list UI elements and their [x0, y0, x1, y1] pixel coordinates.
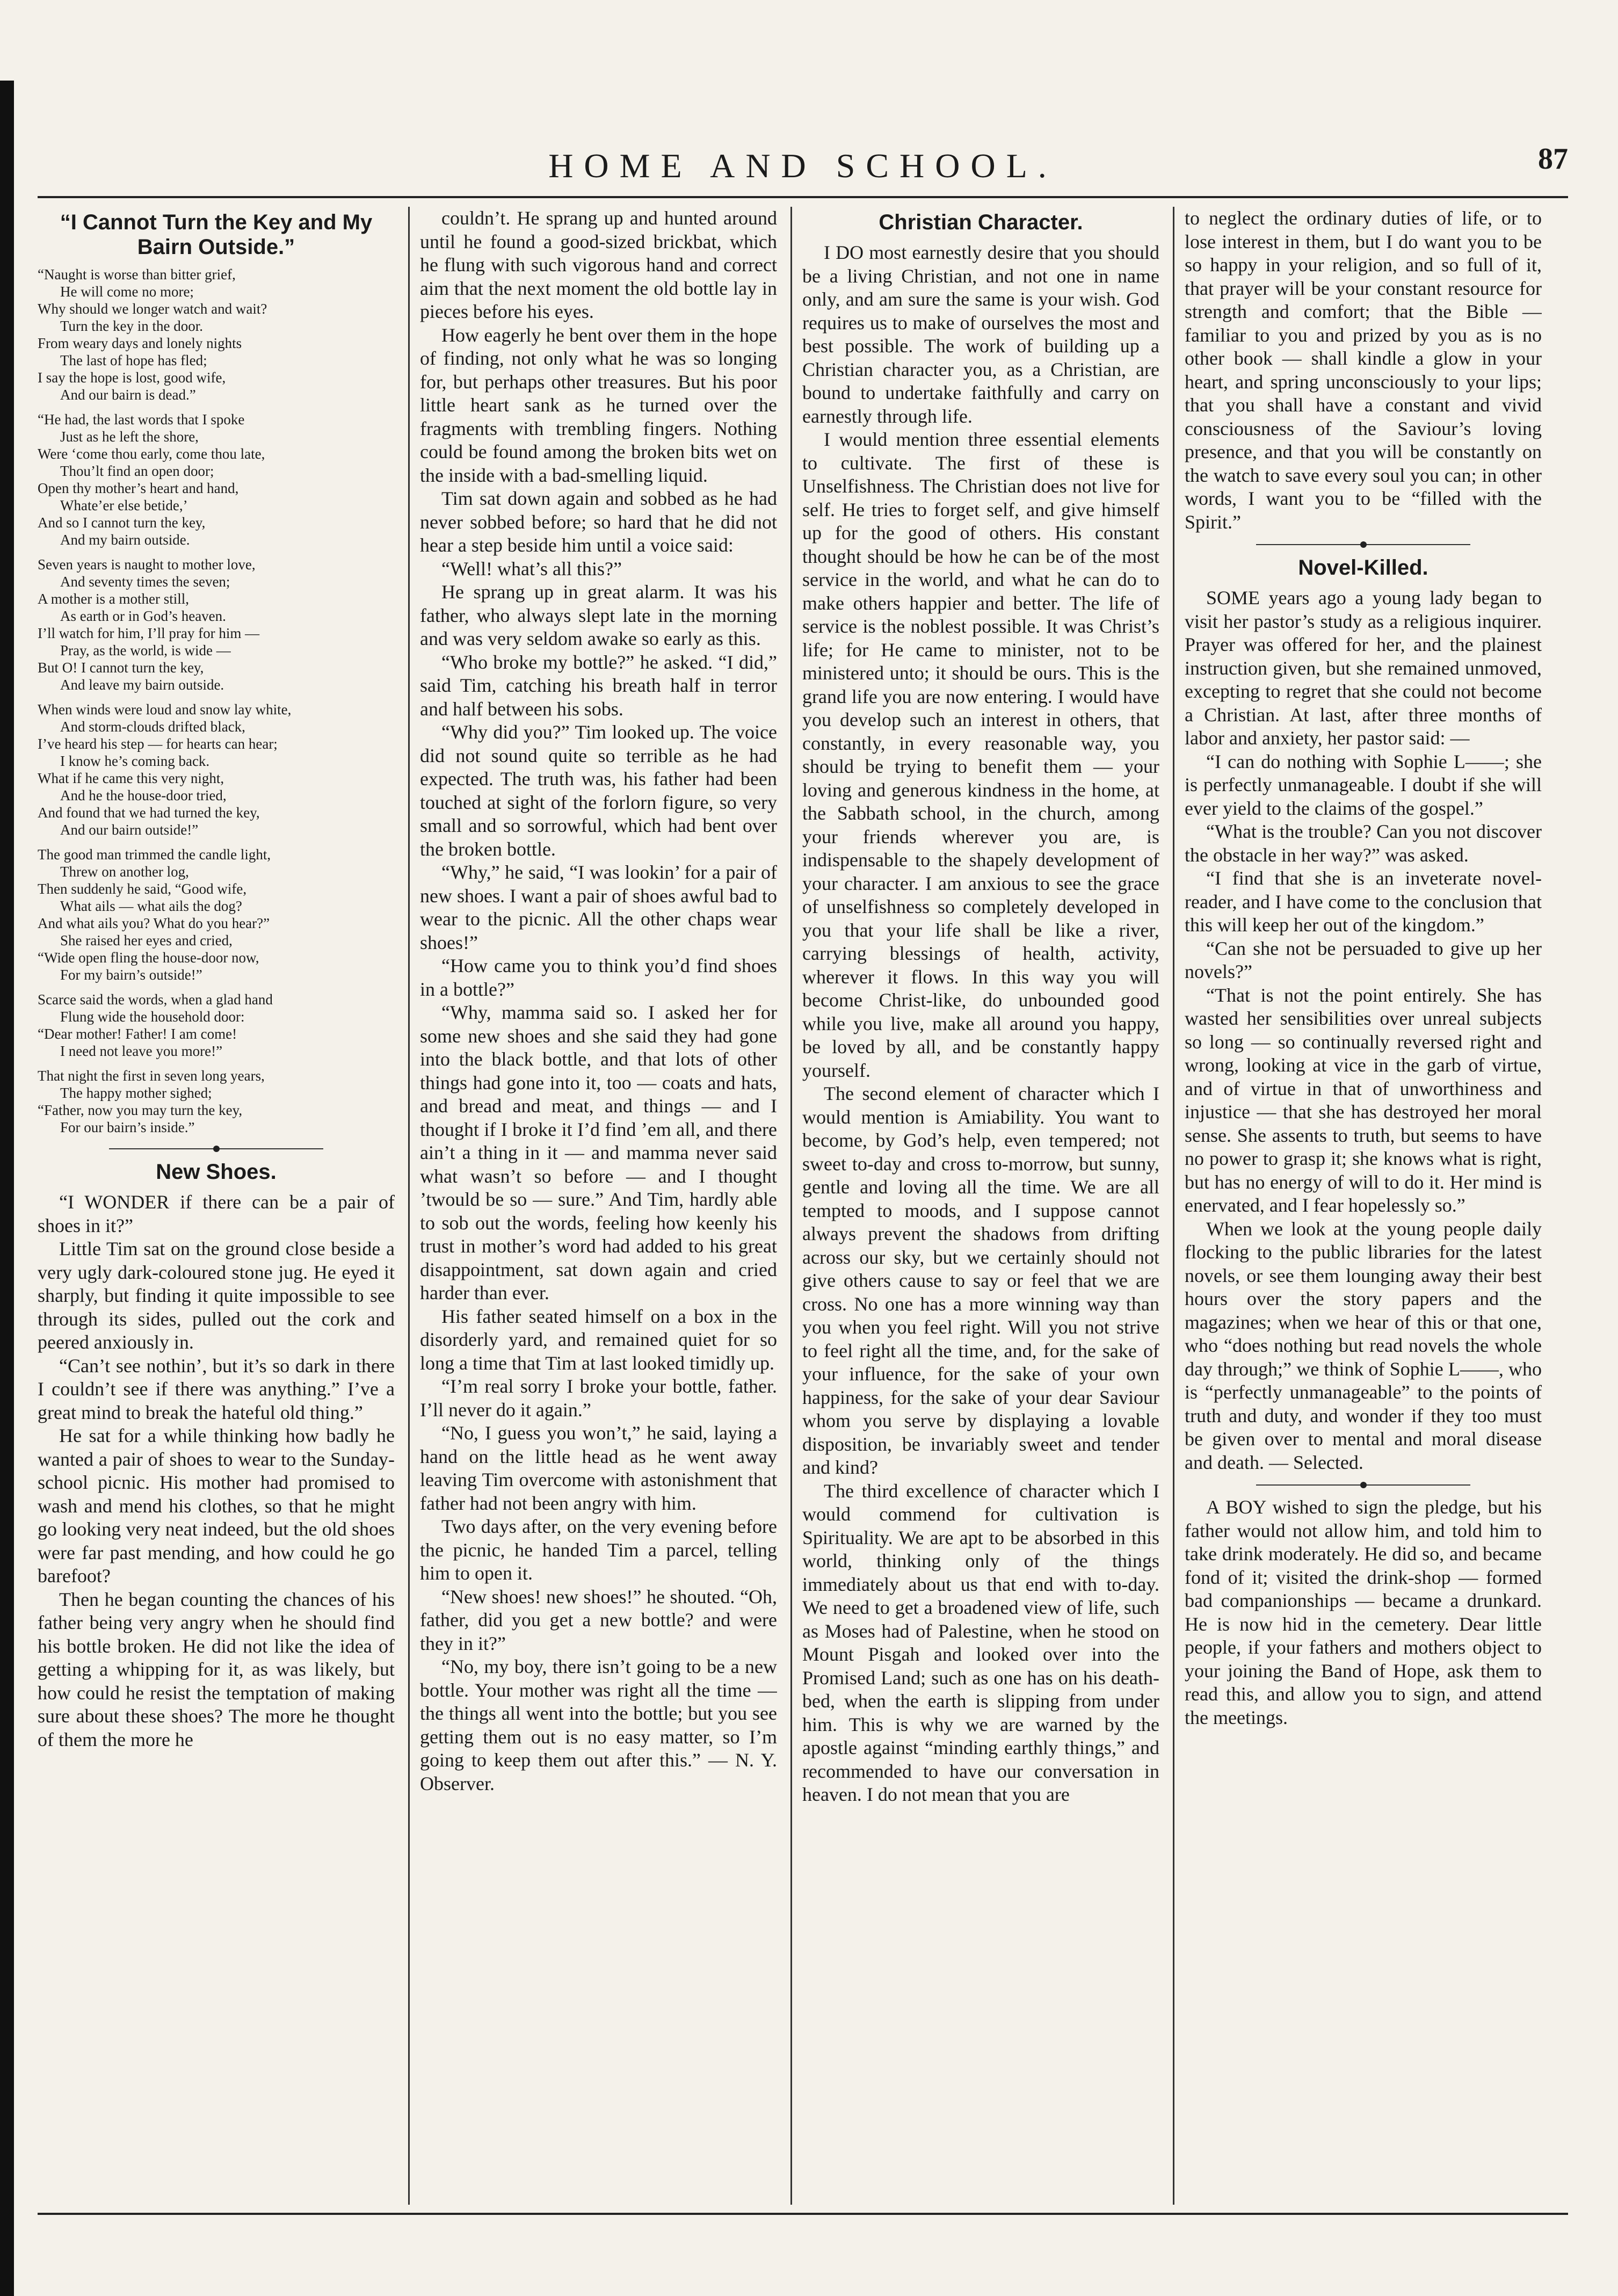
poem-line: What ails — what ails the dog? — [60, 898, 242, 914]
poem-line: She raised her eyes and cried, — [60, 932, 233, 948]
poem-line: Whate’er else betide,’ — [60, 497, 188, 513]
poem-line: But O! I cannot turn the key, — [38, 660, 204, 676]
column-divider — [1173, 207, 1174, 2205]
new-shoes-continued — [420, 207, 777, 1795]
column-4 — [1185, 207, 1542, 2205]
scan-binding-edge — [0, 81, 14, 2296]
paragraph: He sprang up in great alarm. It was his father, who always slept late in the morning and was very seldom awake so early as this. — [420, 581, 777, 649]
poem-line: And he the house-door tried, — [60, 787, 227, 803]
poem-line: And storm-clouds drifted black, — [60, 719, 245, 735]
poem-line: The happy mother sighed; — [60, 1085, 212, 1101]
poem-line: I’ve heard his step — for hearts can hear; — [38, 736, 278, 752]
poem-line: “Naught is worse than bitter grief, — [38, 266, 236, 283]
poem-line: And what ails you? What do you hear?” — [38, 915, 270, 931]
paragraph: “Why,” he said, “I was lookin’ for a pair of new shoes. I want a pair of shoes awful bad to wear to the picnic. All the other chaps wear shoes!” — [420, 861, 777, 953]
poem-line: Thou’lt find an open door; — [60, 463, 214, 479]
paragraph: “Well! what’s all this?” — [441, 557, 622, 580]
poem-line: Flung wide the household door: — [60, 1009, 245, 1025]
publication-title: HOME AND SCHOOL. — [548, 147, 1057, 185]
column-2 — [420, 207, 777, 2205]
poem-line: The last of hope has fled; — [60, 352, 207, 368]
poem-line: Open thy mother’s heart and hand, — [38, 480, 239, 496]
poem-stanza — [38, 991, 395, 1060]
paragraph: I DO most earnestly desire that you should be a living Christian, and not one in name only, and am sure the same is your wish. God requires us to make of ourselves the most and best possible. The work of building up a Christian character you, as a Christian, are bound to undertake faithfully and carry on earnestly through life. — [802, 242, 1159, 427]
poem-line: And our bairn is dead.” — [60, 387, 196, 403]
poem-stanza — [38, 411, 395, 548]
new-shoes-article — [38, 1191, 395, 1751]
poem-line: I need not leave you more!” — [60, 1043, 223, 1059]
poem-line: I’ll watch for him, I’ll pray for him — — [38, 625, 260, 641]
new-shoes-title: New Shoes. — [156, 1160, 277, 1184]
paragraph: His father seated himself on a box in the disorderly yard, and remained quiet for so long a time that Tim at last looked timidly up. — [420, 1305, 777, 1374]
paragraph: The third excellence of character which I would commend for cultivation is Spirituality. We are apt to be absorbed in this world, thinking only of the things immediately about us that end with to-day. We need to get a broadened view of life, such as Moses had of Palestine, when he stood on Mount Pisgah and looked over into the Promised Land; such as one has on his death-bed, when the earth is slipping from under him. This is why we are warned by the apostle against “minding earthly things,” and recommended to have our conversation in heaven. I do not mean that you are — [802, 1480, 1159, 1805]
paragraph: The second element of character which I would mention is Amiability. You want to become, by God’s help, even tempered; not sweet to-day and cross to-morrow, but sunny, gentle and loving all the time. We are all tempted to moods, and I suppose cannot always prevent the shadows from drifting across our sky, but we certainly should not give others cause to say or feel that we are cross. No one has a more winning way than you when you feel right. Will you not strive to feel right all the time, and, for the sake of your influence, for the sake of your own happiness, for the sake of your dear Saviour whom you serve by displaying a lovable disposition, be invariably sweet and tender and kind? — [802, 1083, 1159, 1478]
column-divider — [790, 207, 792, 2205]
paragraph: Tim sat down again and sobbed as he had never sobbed before; so hard that he did not hear a step beside him until a voice said: — [420, 488, 777, 556]
poem-line: From weary days and lonely nights — [38, 335, 242, 351]
poem-stanza — [38, 1067, 395, 1136]
poem-stanza — [38, 846, 395, 983]
poem-line: He will come no more; — [60, 284, 194, 300]
separator — [38, 1143, 395, 1154]
paragraph: Two days after, on the very evening before the picnic, he handed Tim a parcel, telling him to open it. — [420, 1516, 777, 1584]
poem-stanza — [38, 701, 395, 838]
poem-line: And leave my bairn outside. — [60, 677, 224, 693]
paragraph: “How came you to think you’d find shoes in a bottle?” — [420, 955, 777, 1000]
poem-line: “Wide open fling the house-door now, — [38, 950, 259, 966]
poem-line: “Dear mother! Father! I am come! — [38, 1026, 237, 1042]
poem-line: What if he came this very night, — [38, 770, 224, 786]
paragraph: “Why did you?” Tim looked up. The voice did not sound quite so terrible as he had expected. The truth was, his father had been touched at sight of the forlorn figure, so very small and so sorrowful, which had bent over the broken bottle. — [420, 721, 777, 860]
paragraph: “Can’t see nothin’, but it’s so dark in there I couldn’t see if there was anything.” I’ve a great mind to break the hateful old thing.” — [38, 1355, 395, 1423]
separator — [1185, 539, 1542, 550]
poem-line: Threw on another log, — [60, 864, 189, 880]
poem-line: And seventy times the seven; — [60, 574, 230, 590]
novel-killed-title: Novel-Killed. — [1298, 556, 1428, 580]
poem-line: I say the hope is lost, good wife, — [38, 370, 226, 386]
paragraph: “What is the trouble? Can you not discover the obstacle in her way?” was asked. — [1185, 821, 1542, 866]
columns — [38, 207, 1568, 2207]
poem-line: A mother is a mother still, — [38, 591, 189, 607]
poem-line: Turn the key in the door. — [60, 318, 203, 334]
poem-line: That night the first in seven long years, — [38, 1068, 265, 1084]
paragraph: “I’m real sorry I broke your bottle, father. I’ll never do it again.” — [420, 1375, 777, 1421]
poem-line: And our bairn outside!” — [60, 822, 199, 838]
page-header — [38, 134, 1568, 199]
poem-line: Seven years is naught to mother love, — [38, 556, 256, 573]
poem — [38, 266, 395, 1136]
pledge-paragraph: A BOY wished to sign the pledge, but his father would not allow him, and told him to take drink moderately. He did so, and became fond of it; visited the drink-shop — formed bad companionships — became a drunkard. He is now hid in the cemetery. Dear little people, if your fathers and mothers object to your joining the Band of Hope, ask them to read this, and allow you to sign, and attend the meetings. — [1185, 1496, 1542, 1728]
poem-line: Just as he left the shore, — [60, 429, 199, 445]
poem-line: And my bairn outside. — [60, 532, 190, 548]
poem-line: When winds were loud and snow lay white, — [38, 701, 292, 718]
christian-character-title: Christian Character. — [879, 211, 1083, 234]
poem-line: And so I cannot turn the key, — [38, 515, 206, 531]
footer-rule — [38, 2213, 1568, 2215]
poem-line: As earth or in God’s heaven. — [60, 608, 226, 624]
poem-line: Pray, as the world, is wide — — [60, 642, 231, 658]
poem-line: The good man trimmed the candle light, — [38, 846, 271, 863]
poem-line: “He had, the last words that I spoke — [38, 411, 245, 428]
paragraph: How eagerly he bent over them in the hope of finding, not only what he was so longing for, but perhaps other treasures. But his poor little heart sank as he turned over the fragments with trembling fingers. Nothing could be found among the broken bits wet on the inside with a bad-smelling liquid. — [420, 324, 777, 486]
novel-killed-article — [1185, 586, 1542, 1474]
separator — [1185, 1480, 1542, 1490]
paragraph: He sat for a while thinking how badly he wanted a pair of shoes to wear to the Sunday-school picnic. His mother had promised to wash and mend his clothes, so that he might go looking very neat indeed, but the old shoes were far past mending, and how could he go barefoot? — [38, 1425, 395, 1587]
poem-line: For my bairn’s outside!” — [60, 967, 202, 983]
paragraph: SOME years ago a young lady began to visit her pastor’s study as a religious inquirer. Prayer was offered for her, and the plainest instruction given, but she remained unmoved, excepting to regret that she could not become a Christian. At last, after three months of labor and anxiety, her pastor said: — — [1185, 587, 1542, 749]
paragraph: “I WONDER if there can be a pair of shoes in it?” — [38, 1191, 395, 1236]
paragraph: “Why, mamma said so. I asked her for some new shoes and she said they had gone into the black bottle, and that lots of other things had gone into it, too — coats and hats, and bread and meat, and things — and I thought if I broke it I’d find ’em all, and there ain’t a thing in it — and mamma never said what wasn’t so before — and I thought ’twould be so — sure.” And Tim, hardly able to sob out the words, feeling how keenly his trust in mother’s word had added to his great disappointment, sat down again and cried harder than ever. — [420, 1002, 777, 1303]
poem-line: For our bairn’s inside.” — [60, 1119, 195, 1135]
poem-stanza — [38, 266, 395, 403]
column-divider — [408, 207, 410, 2205]
poem-line: Why should we longer watch and wait? — [38, 301, 267, 317]
paragraph: I would mention three essential elements to cultivate. The first of these is Unselfishness. The Christian does not live for self. He tries to forget self, and give himself up for the good of others. His constant thought should be how he can be of the most service in the world, and what he can do to make others happier and better. The life of service is the noblest possible. It was Christ’s life; for He came to minister, not to be ministered unto; it should be ours. This is the grand life you are now entering. I would have you develop such an interest in others, that constantly, in every reasonable way, you should be trying to benefit them — your loving and generous kindness in the home, at the Sabbath school, in the church, among your friends wherever you are, is indispensable to the shapely development of your character. I am anxious to see the grace of unselfishness so completely developed in you that your life shall be like a river, carrying blessings of health, activity, wherever it flows. In this way you will become Christ-like, do unbounded good while you live, make all around you happy, be loved by all, and be constantly happy yourself. — [802, 429, 1159, 1081]
paragraph: “Who broke my bottle?” he asked. “I did,” said Tim, catching his breath half in terror and half between his sobs. — [420, 651, 777, 720]
poem-line: “Father, now you may turn the key, — [38, 1102, 243, 1118]
poem-title: “I Cannot Turn the Key and My Bairn Outside.” — [60, 211, 373, 259]
paragraph: When we look at the young people daily flocking to the public libraries for the latest novels, or see them lounging away their best hours over the story papers and the magazines; when we hear of this or that one, who “does nothing but read novels the whole day through;” we think of Sophie L——, who is “perfectly unmanageable” to the points of truth and duty, and wonder if they too must be given over to mental and moral disease and death. — Selected. — [1185, 1218, 1542, 1473]
column-1 — [38, 207, 395, 2205]
paragraph: “No, I guess you won’t,” he said, laying a hand on the little head as he went away leaving Tim overcome with astonishment that father had not been angry with him. — [420, 1422, 777, 1514]
christian-character-continued: to neglect the ordinary duties of life, or to lose interest in them, but I do want you to be so happy in your religion, and so full of it, that prayer will be your constant resource for strength and comfort; that the Bible — familiar to you and prized by you as is no other book — shall kindle a glow in your heart, and spring unconsciously to your lips; that you shall have a constant and vivid consciousness of the Saviour’s loving presence, and that you will be constantly on the watch to save every soul you can; in other words, I want you to be “filled with the Spirit.” — [1185, 207, 1542, 533]
paragraph: couldn’t. He sprang up and hunted around until he found a good-sized brickbat, which he flung with such vigorous hand and correct aim that the next moment the old bottle lay in pieces before his eyes. — [420, 207, 777, 322]
poem-stanza — [38, 556, 395, 693]
paragraph: Then he began counting the chances of his father being very angry when he should find his bottle broken. He did not like the idea of getting a whipping for it, as was likely, but how could he resist the temptation of making sure about these shoes? The more he thought of them the more he — [38, 1588, 395, 1750]
paragraph: Little Tim sat on the ground close beside a very ugly dark-coloured stone jug. He eyed it sharply, but finding it quite impossible to see through its sides, pulled out the cork and peered anxiously in. — [38, 1238, 395, 1353]
poem-line: I know he’s coming back. — [60, 753, 210, 769]
header-rule — [38, 196, 1568, 198]
christian-character-article — [802, 241, 1159, 1807]
column-3 — [802, 207, 1159, 2205]
page-number: 87 — [1538, 142, 1568, 176]
poem-line: Scarce said the words, when a glad hand — [38, 991, 273, 1008]
paragraph: “New shoes! new shoes!” he shouted. “Oh, father, did you get a new bottle? and were they in it?” — [420, 1585, 777, 1654]
paragraph: “No, my boy, there isn’t going to be a new bottle. Your mother was right all the time — the things all went into the bottle; but you see getting them out is no easy matter, so I’m going to keep them out after this.” — N. Y. Observer. — [420, 1656, 777, 1794]
poem-line: Then suddenly he said, “Good wife, — [38, 881, 247, 897]
newspaper-page — [38, 134, 1568, 2223]
paragraph: “That is not the point entirely. She has wasted her sensibilities over unreal subjects so long — so continually reversed right and wrong, looking at vice in the garb of virtue, and of virtue in that of unworthiness and injustice — that she has destroyed her moral sense. She assents to truth, but seems to have no power to grasp it; she knows what is right, but has no energy of will to do it. Her mind is enervated, and I fear hopelessly so.” — [1185, 984, 1542, 1216]
poem-line: Were ‘come thou early, come thou late, — [38, 446, 265, 462]
paragraph: “I can do nothing with Sophie L——; she is perfectly unmanageable. I doubt if she will ever yield to the claims of the gospel.” — [1185, 750, 1542, 819]
paragraph: “I find that she is an inveterate novel-reader, and I have come to the conclusion that this will keep her out of the kingdom.” — [1185, 867, 1542, 936]
poem-line: And found that we had turned the key, — [38, 805, 260, 821]
paragraph: “Can she not be persuaded to give up her novels?” — [1185, 937, 1542, 982]
